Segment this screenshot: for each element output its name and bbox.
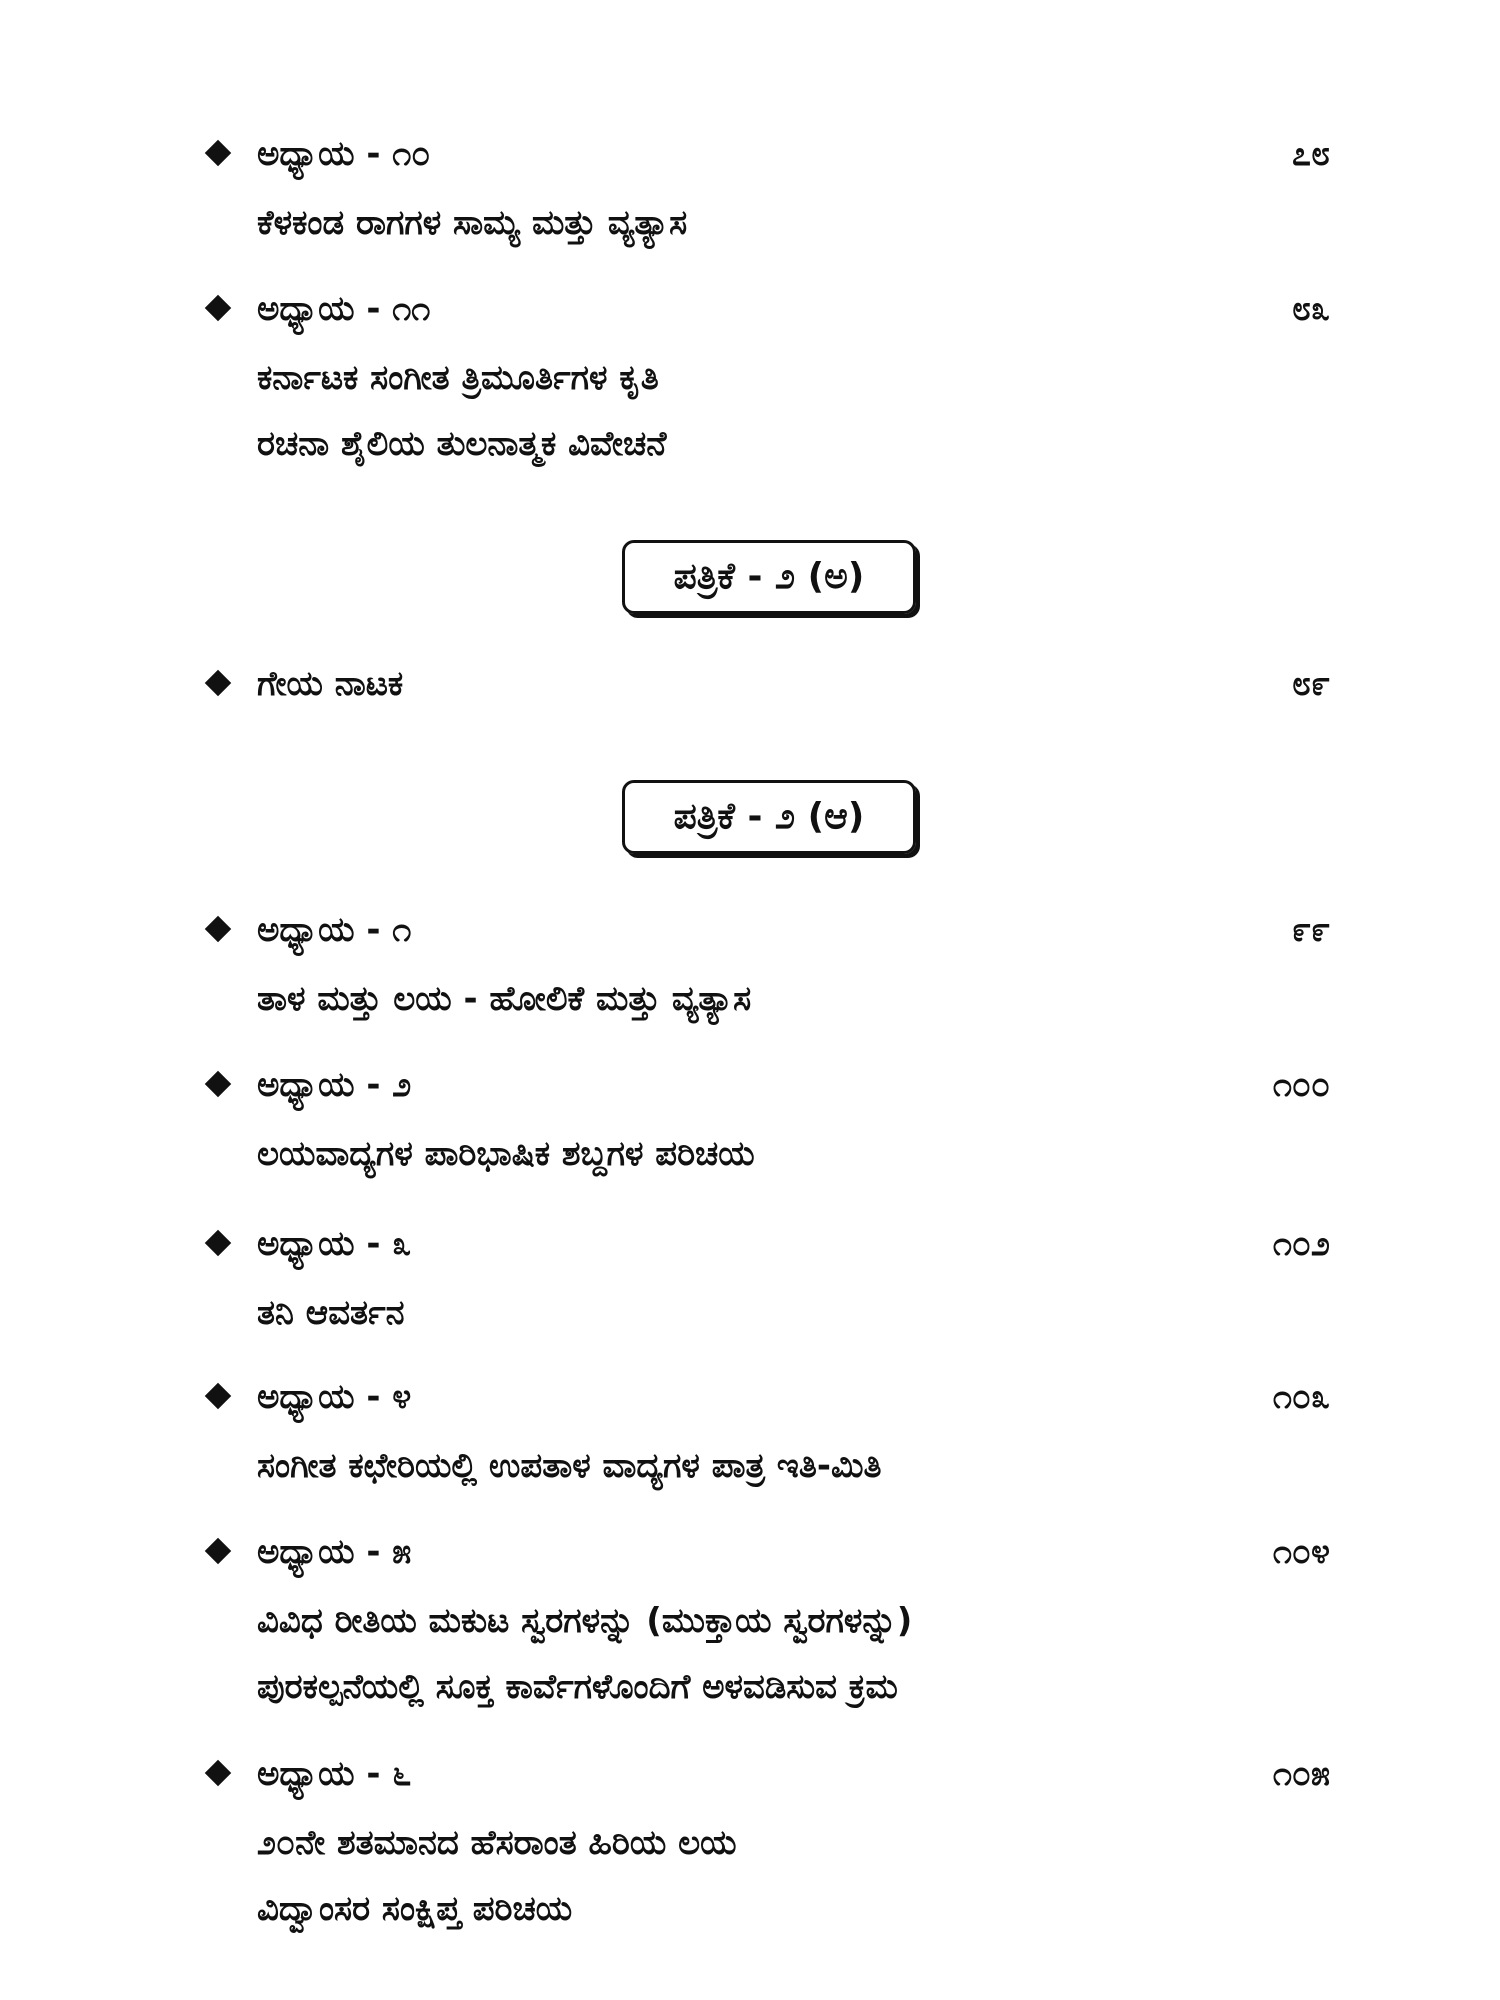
toc-entry-chapter-4	[205, 1375, 1330, 1499]
section-heading-paper-2aa: ಪತ್ರಿಕೆ - ೨ (ಆ)	[622, 780, 916, 854]
chapter-title: ಗೇಯ ನಾಟಕ	[257, 664, 404, 704]
page-number: ೯೯	[1291, 910, 1330, 950]
diamond-bullet-icon	[205, 295, 231, 321]
page-number: ೮೯	[1291, 664, 1330, 704]
toc-entry-chapter-6	[205, 1752, 1330, 1942]
chapter-description: ಕೆಳಕಂಡ ರಾಗಗಳ ಸಾಮ್ಯ ಮತ್ತು ವ್ಯತ್ಯಾಸ	[257, 203, 688, 243]
toc-entry-chapter-5	[205, 1530, 1330, 1720]
diamond-bullet-icon	[205, 1538, 231, 1564]
chapter-title: ಅಧ್ಯಾಯ - ೧	[257, 910, 412, 950]
diamond-bullet-icon	[205, 670, 231, 696]
toc-entry-chapter-1	[205, 908, 1330, 1032]
toc-entry-chapter-10	[205, 132, 1330, 256]
page-number: ೧೦೦	[1272, 1065, 1330, 1105]
page-number: ೧೦೨	[1272, 1224, 1330, 1264]
chapter-description: ಸಂಗೀತ ಕಛೇರಿಯಲ್ಲಿ ಉಪತಾಳ ವಾದ್ಯಗಳ ಪಾತ್ರ ಇತಿ-ಮಿತಿ	[257, 1446, 882, 1486]
page-number: ೧೦೪	[1272, 1532, 1330, 1572]
diamond-bullet-icon	[205, 1230, 231, 1256]
chapter-description: ವಿದ್ವಾಂಸರ ಸಂಕ್ಷಿಪ್ತ ಪರಿಚಯ	[257, 1889, 573, 1929]
toc-entry-chapter-2	[205, 1063, 1330, 1187]
chapter-description: ತಾಳ ಮತ್ತು ಲಯ - ಹೋಲಿಕೆ ಮತ್ತು ವ್ಯತ್ಯಾಸ	[257, 979, 752, 1019]
toc-entry-chapter-3	[205, 1222, 1330, 1346]
page-number: ೭೮	[1291, 134, 1330, 174]
chapter-title: ಅಧ್ಯಾಯ - ೨	[257, 1065, 412, 1105]
chapter-description: ವಿವಿಧ ರೀತಿಯ ಮಕುಟ ಸ್ವರಗಳನ್ನು (ಮುಕ್ತಾಯ ಸ್ವರಗಳನ್ನು)	[257, 1601, 913, 1641]
section-heading-paper-2a: ಪತ್ರಿಕೆ - ೨ (ಅ)	[622, 540, 916, 614]
chapter-title: ಅಧ್ಯಾಯ - ೪	[257, 1377, 412, 1417]
chapter-title: ಅಧ್ಯಾಯ - ೫	[257, 1532, 412, 1572]
page-number: ೧೦೩	[1272, 1377, 1330, 1417]
diamond-bullet-icon	[205, 916, 231, 942]
page-number: ೧೦೫	[1272, 1754, 1330, 1794]
chapter-description: ೨೦ನೇ ಶತಮಾನದ ಹೆಸರಾಂತ ಹಿರಿಯ ಲಯ	[257, 1823, 737, 1863]
chapter-description: ಪುರಕಲ್ಪನೆಯಲ್ಲಿ ಸೂಕ್ತ ಕಾರ್ವೆಗಳೊಂದಿಗೆ ಅಳವಡಿಸುವ ಕ್ರಮ	[257, 1667, 898, 1707]
chapter-description: ರಚನಾ ಶೈಲಿಯ ತುಲನಾತ್ಮಕ ವಿವೇಚನೆ	[257, 424, 667, 464]
chapter-title: ಅಧ್ಯಾಯ - ೩	[257, 1224, 412, 1264]
chapter-description: ಲಯವಾದ್ಯಗಳ ಪಾರಿಭಾಷಿಕ ಶಬ್ದಗಳ ಪರಿಚಯ	[257, 1134, 755, 1174]
diamond-bullet-icon	[205, 140, 231, 166]
diamond-bullet-icon	[205, 1383, 231, 1409]
toc-entry-geya-nataka	[205, 662, 1330, 720]
page-number: ೮೩	[1291, 289, 1330, 329]
chapter-description: ತನಿ ಆವರ್ತನ	[257, 1293, 405, 1333]
chapter-title: ಅಧ್ಯಾಯ - ೬	[257, 1754, 412, 1794]
diamond-bullet-icon	[205, 1760, 231, 1786]
toc-entry-chapter-11	[205, 287, 1330, 477]
chapter-title: ಅಧ್ಯಾಯ - ೧೦	[257, 134, 431, 174]
diamond-bullet-icon	[205, 1071, 231, 1097]
chapter-description: ಕರ್ನಾಟಕ ಸಂಗೀತ ತ್ರಿಮೂರ್ತಿಗಳ ಕೃತಿ	[257, 358, 659, 398]
chapter-title: ಅಧ್ಯಾಯ - ೧೧	[257, 289, 431, 329]
